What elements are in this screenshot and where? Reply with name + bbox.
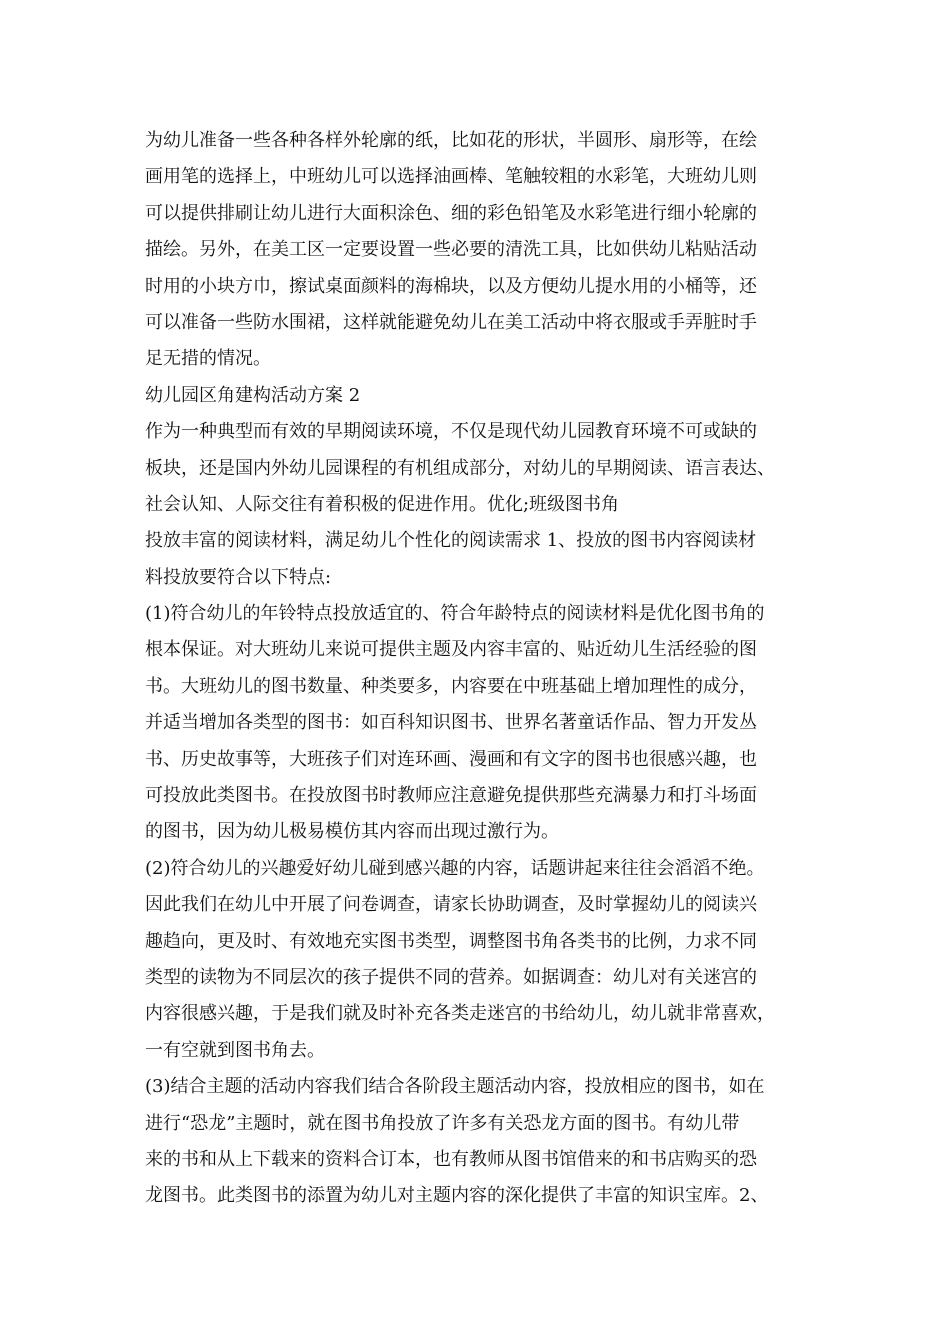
text-line: 并适当增加各类型的图书：如百科知识图书、世界名著童话作品、智力开发丛: [145, 712, 757, 734]
text-line: (1)符合幼儿的年铃特点投放适宜的、符合年龄特点的阅读材料是优化图书角的: [145, 603, 765, 625]
text-line: (3)结合主题的活动内容我们结合各阶段主题活动内容，投放相应的图书，如在: [145, 1076, 765, 1098]
text-line: 社会认知、人际交往有着积极的促进作用。优化;班级图书角: [145, 493, 620, 515]
text-line: 一有空就到图书角去。: [145, 1039, 325, 1061]
text-line: 可以准备一些防水围裙，这样就能避免幼儿在美工活动中将衣服或手弄脏时手: [145, 311, 757, 333]
text-line: 书。大班幼儿的图书数量、种类要多，内容要在中班基础上增加理性的成分，: [145, 675, 757, 697]
text-line: 来的书和从上下载来的资料合订本，也有教师从图书馆借来的和书店购买的恐: [145, 1148, 757, 1170]
text-line: 书、历史故事等，大班孩子们对连环画、漫画和有文字的图书也很感兴趣，也: [145, 748, 757, 770]
text-line: 类型的读物为不同层次的孩子提供不同的营养。如据调查：幼儿对有关迷宫的: [145, 966, 757, 988]
text-line: 趣趋向，更及时、有效地充实图书类型，调整图书角各类书的比例，力求不同: [145, 930, 757, 952]
text-line: 作为一种典型而有效的早期阅读环境，不仅是现代幼儿园教育环境不可或缺的: [145, 421, 757, 443]
text-line: 画用笔的选择上，中班幼儿可以选择油画棒、笔触较粗的水彩笔，大班幼儿则: [145, 166, 757, 188]
text-line: 根本保证。对大班幼儿来说可提供主题及内容丰富的、贴近幼儿生活经验的图: [145, 639, 757, 661]
text-line: 可投放此类图书。在投放图书时教师应注意避免提供那些充满暴力和打斗场面: [145, 785, 757, 807]
text-line: 板块，还是国内外幼儿园课程的有机组成部分，对幼儿的早期阅读、语言表达、: [145, 457, 775, 479]
text-line: 的图书，因为幼儿极易模仿其内容而出现过激行为。: [145, 821, 559, 843]
text-line: 为幼儿准备一些各种各样外轮廓的纸，比如花的形状，半圆形、扇形等，在绘: [145, 130, 757, 151]
text-line: 龙图书。此类图书的添置为幼儿对主题内容的深化提供了丰富的知识宝库。2、: [145, 1185, 769, 1207]
section-heading: 幼儿园区角建构活动方案 2: [145, 384, 361, 406]
text-line: 足无措的情况。: [145, 348, 271, 370]
text-line: (2)符合幼儿的兴趣爱好幼儿碰到感兴趣的内容，话题讲起来往往会滔滔不绝。: [145, 857, 765, 879]
text-line: 投放丰富的阅读材料，满足幼儿个性化的阅读需求 1、投放的图书内容阅读材: [145, 530, 757, 552]
text-line: 料投放要符合以下特点:: [145, 566, 332, 588]
text-line: 时用的小块方巾，擦试桌面颜料的海棉块，以及方便幼儿提水用的小桶等，还: [145, 275, 757, 297]
text-line: 描绘。另外，在美工区一定要设置一些必要的清洗工具，比如供幼儿粘贴活动: [145, 239, 757, 261]
text-line: 进行“恐龙”主题时，就在图书角投放了许多有关恐龙方面的图书。有幼儿带: [145, 1112, 740, 1134]
text-line: 内容很感兴趣，于是我们就及时补充各类走迷宫的书给幼儿，幼儿就非常喜欢，: [145, 1003, 775, 1025]
document-body: [145, 123, 845, 1215]
text-line: 可以提供排刷让幼儿进行大面积涂色、细的彩色铅笔及水彩笔进行细小轮廓的: [145, 202, 757, 224]
text-line: 因此我们在幼儿中开展了问卷调查，请家长协助调查，及时掌握幼儿的阅读兴: [145, 894, 757, 916]
